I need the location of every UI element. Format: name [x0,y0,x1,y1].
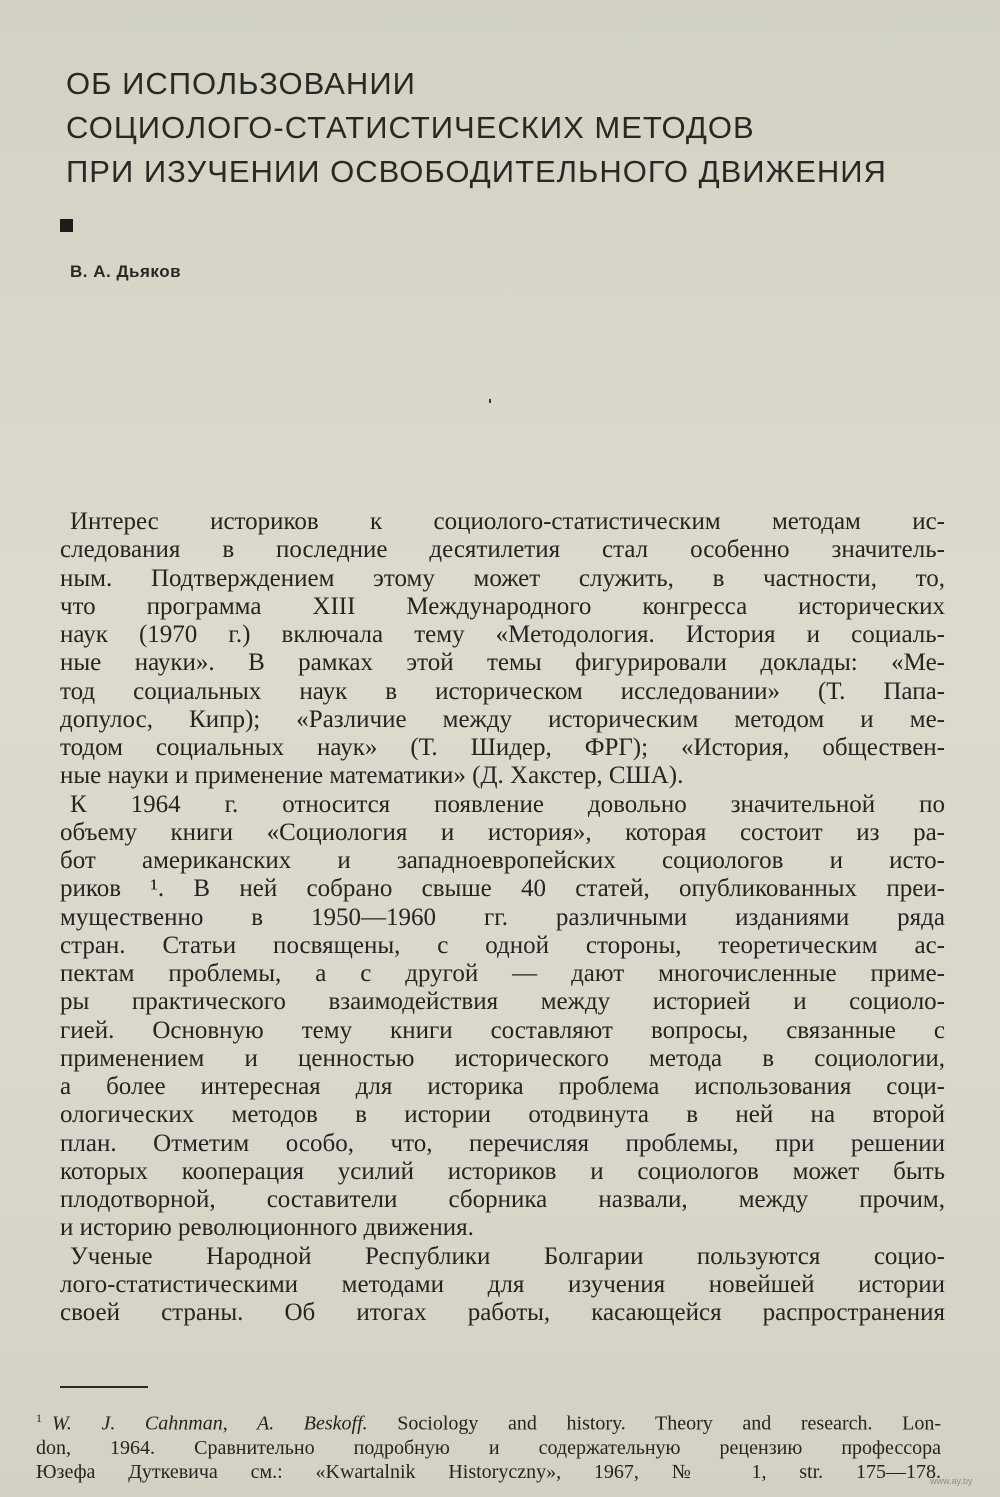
article-title [66,62,966,194]
footnote-line-3: Юзефа Дуткевича см.: «Kwartalnik Historyczny», 1967, № 1, str. 175—178. [36,1460,941,1483]
body-line: тодом социальных наук» (Т. Шидер, ФРГ); «История, обществен- [60,734,945,761]
body-line: К 1964 г. относится появление довольно значительной по [70,790,945,818]
body-line: ные науки и применение математики» (Д. Хакстер, США). [60,762,684,790]
body-line: допулос, Кипр); «Различие между историческим методом и ме- [60,705,945,733]
footnote-mark: 1 [36,1411,42,1425]
body-line: ологических методов в истории отодвинута в ней на второй [60,1101,945,1129]
body-line: план. Отметим особо, что, перечисляя проблемы, при решении [60,1129,945,1157]
title-line-1: ОБ ИСПОЛЬЗОВАНИИ [66,66,416,101]
body-line: гией. Основную тему книги составляют вопросы, связанные с [60,1016,945,1044]
body-line: бот американских и западноевропейских социологов и исто- [60,847,945,874]
body-line: и историю революционного движения. [60,1214,474,1242]
body-line: что программа XIII Международного конгресса исторических [60,592,945,620]
body-line: ным. Подтверждением этому может служить, в частности, то, [60,564,945,592]
body-line: мущественно в 1950—1960 гг. различными изданиями ряда [60,903,945,931]
body-line: а более интересная для историка проблема использования соци- [60,1073,945,1100]
square-bullet-icon [60,219,73,232]
footnote-authors: W. J. Cahnman, A. Beskoff. [52,1412,368,1435]
footnote [36,1406,941,1484]
body-line: пектам проблемы, а с другой — дают многочисленные приме- [60,960,945,987]
author-name: В. А. Дьяков [70,262,182,281]
body-line: ры практического взаимодействия между историей и социоло- [60,988,945,1016]
footnote-line-1 [36,1406,941,1436]
footnote-title: Sociology and history. Theory and research. Lon- [367,1412,941,1435]
watermark: www.ay.by [930,1476,973,1486]
body-line: наук (1970 г.) включала тему «Методология. История и социаль- [60,621,945,648]
body-line: ные науки». В рамках этой темы фигурировали доклады: «Ме- [60,649,945,677]
title-line-2: СОЦИОЛОГО-СТАТИСТИЧЕСКИХ МЕТОДОВ [66,110,755,145]
body-line: тод социальных наук в историческом исследовании» (Т. Папа- [60,677,945,705]
body-line: следования в последние десятилетия стал особенно значитель- [60,536,945,564]
body-line: лого-статистическими методами для изучения новейшей истории [60,1270,945,1298]
body-line: Ученые Народной Республики Болгарии пользуются социо- [70,1242,945,1270]
body-line: Интерес историков к социолого-статистическим методам ис- [70,508,945,535]
footnote-line-2: don, 1964. Сравнительно подробную и содержательную рецензию профессора [36,1436,941,1459]
body-line: риков ¹. В ней собрано свыше 40 статей, опубликованных преи- [60,875,945,903]
body-line: своей страны. Об итогах работы, касающейся распространения [60,1299,945,1326]
body-line: стран. Статьи посвящены, с одной стороны, теоретическим ас- [60,931,945,959]
body-line: применением и ценностью исторического метода в социологии, [60,1044,945,1072]
body-line: которых кооперация усилий историков и социологов может быть [60,1157,945,1185]
title-line-3: ПРИ ИЗУЧЕНИИ ОСВОБОДИТЕЛЬНОГО ДВИЖЕНИЯ [66,154,887,189]
paper-speck [489,399,491,403]
footnote-divider [60,1386,148,1388]
body-line: плодотворной, составители сборника назвали, между прочим, [60,1186,945,1213]
body-text [60,508,945,1327]
body-line: объему книги «Социология и история», которая состоит из ра- [60,818,945,846]
